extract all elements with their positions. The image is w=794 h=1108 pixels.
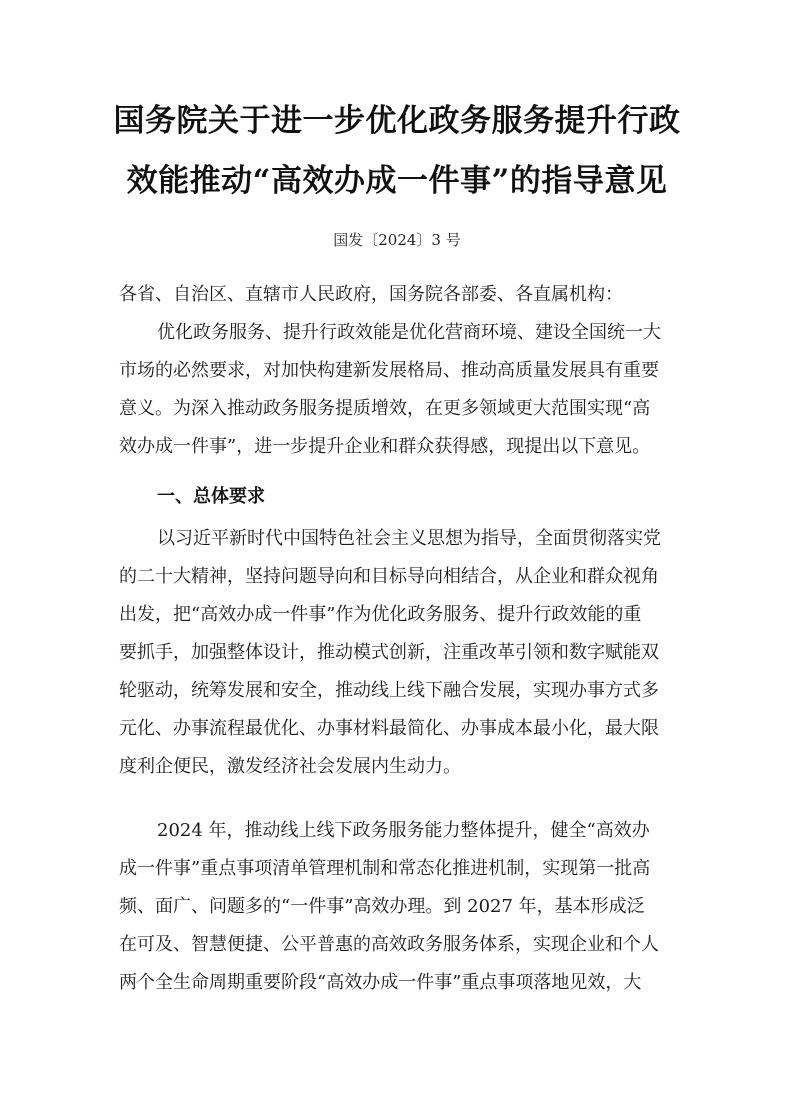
- paragraph-line: 出发，把“高效办成一件事”作为优化政务服务、提升行政效能的重: [119, 604, 642, 625]
- paragraph-line: 度利企便民，激发经济社会发展内生动力。: [119, 756, 461, 777]
- paragraph-line: 意义。为深入推动政务服务提质增效，在更多领域更大范围实现“高: [119, 398, 651, 419]
- paragraph-intro: [119, 314, 679, 466]
- paragraph-line: 成一件事”重点事项清单管理机制和常态化推进机制，实现第一批高: [119, 858, 651, 879]
- paragraph-line: 效办成一件事”，进一步提升企业和群众获得感，现提出以下意见。: [119, 436, 651, 457]
- addressee: 各省、自治区、直辖市人民政府，国务院各部委、各直属机构：: [119, 284, 623, 305]
- paragraph-line: 优化政务服务、提升行政效能是优化营商环境、建设全国统一大: [157, 322, 661, 343]
- paragraph-line: 市场的必然要求，对加快构建新发展格局、推动高质量发展具有重要: [119, 360, 659, 381]
- paragraph-line: 在可及、智慧便捷、公平普惠的高效政务服务体系，实现企业和个人: [119, 934, 659, 955]
- section-heading: 一、总体要求: [157, 486, 265, 507]
- document-title-line-1: 国务院关于进一步优化政务服务提升行政: [113, 103, 681, 139]
- paragraph-line: 以习近平新时代中国特色社会主义思想为指导，全面贯彻落实党: [157, 528, 661, 549]
- document-number: 国发〔2024〕3 号: [333, 231, 461, 249]
- document-title-line-2: 效能推动“高效办成一件事”的指导意见: [126, 163, 668, 199]
- paragraph-line: 要抓手，加强整体设计，推动模式创新，注重改革引领和数字赋能双: [119, 642, 659, 663]
- paragraph-guidance: [119, 520, 679, 786]
- paragraph-line: 元化、办事流程最优化、办事材料最简化、办事成本最小化，最大限: [119, 718, 659, 739]
- paragraph-line: 轮驱动，统筹发展和安全，推动线上线下融合发展，实现办事方式多: [119, 680, 659, 701]
- paragraph-line: 的二十大精神，坚持问题导向和目标导向相结合，从企业和群众视角: [119, 566, 659, 587]
- paragraph-line: 2024 年，推动线上线下政务服务能力整体提升，健全“高效办: [157, 820, 650, 841]
- paragraph-line: 两个全生命周期重要阶段“高效办成一件事”重点事项落地见效，大: [119, 972, 642, 993]
- paragraph-line: 频、面广、问题多的“一件事”高效办理。到 2027 年，基本形成泛: [119, 896, 645, 917]
- paragraph-goals: [119, 812, 679, 1002]
